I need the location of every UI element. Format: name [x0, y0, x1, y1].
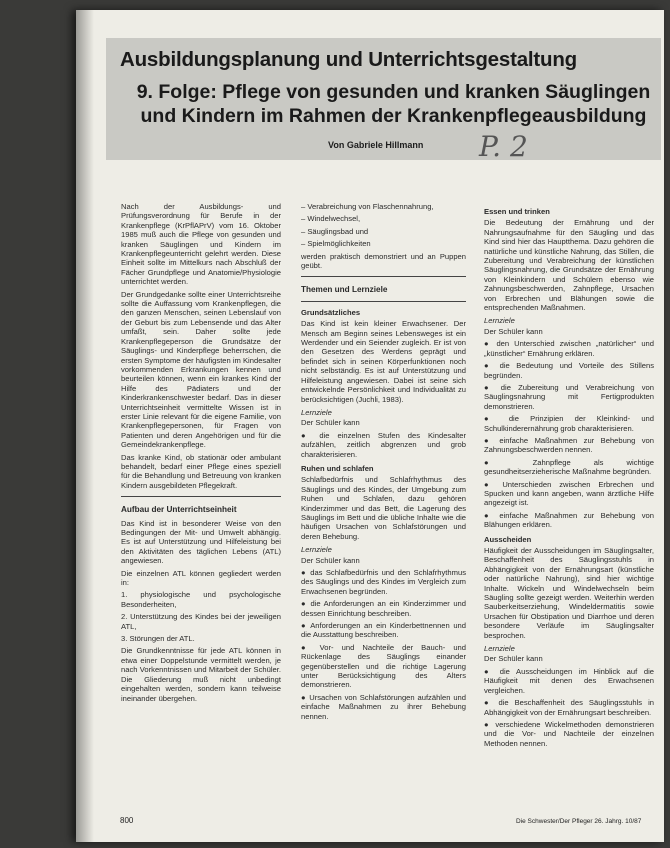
bullet-item: ● den Unterschied zwischen „natürlicher“ und „künstlicher“ Ernährung erklären. [484, 339, 654, 358]
bullet-item: ● die Beschaffenheit des Säuglingsstuhls in Abhängigkeit von der Ernährungsart beschreiben. [484, 698, 654, 717]
column-2 [301, 202, 466, 724]
paragraph: Die Bedeutung der Ernährung und der Nahrungsaufnahme für den Säugling und das Kind sind hier das Hauptthema. Dazu gehören die natürliche und künstliche Nahrung, das Stillen, die Zubereitung und Verabreichung der künstlichen Säuglingsnahrung, die Grundsätze der Ernährung von Kleinkindern und Schülern ebenso wie Zahnungsbeschwerden, Zahnpflege, Ursachen von Erbrechen und Blähungen sowie die entsprechenden Maßnahmen. [484, 218, 654, 313]
paragraph: Der Schüler kann [301, 555, 360, 565]
lernziele-label: Lernziele [301, 545, 332, 555]
list-item: – Säuglingsbad und [301, 226, 369, 236]
intro-paragraph: Nach der Ausbildungs- und Prüfungsverordnung für Berufe in der Krankenpflege (KrPflAPrV) vom 16. Oktober 1985 muß auch die Pflege von gesunden und kranken Säuglingen und Kindern im Krankenpflegeunterricht gelehrt werden. Diese Einheit sollte im Mittelkurs nach Abschluß der Fächer Grundpflege und Anatomie/Physiologie unterrichtet werden. [121, 202, 281, 287]
lernziele-label: Lernziele [484, 644, 515, 654]
article-title: 9. Folge: Pflege von gesunden und kranken Säuglingen und Kindern im Rahmen der Krankenpflegeausbildung [136, 81, 651, 127]
bullet-item: ● verschiedene Wickelmethoden demonstrieren und die Vor- und Nachteile der einzelnen Methoden nennen. [484, 719, 654, 748]
bullet-item: ● die Prinzipien der Kleinkind- und Schulkinderernährung grob charakterisieren. [484, 414, 654, 433]
bullet-item: ● einfache Maßnahmen zur Behebung von Zahnungsbeschwerden nennen. [484, 435, 654, 455]
list-item: 3. Störungen der ATL. [121, 634, 195, 644]
list-item: 2. Unterstützung des Kindes bei der jeweiligen ATL, [121, 612, 281, 631]
paragraph: Die Grundkenntnisse für jede ATL können in etwa einer Doppelstunde vermittelt werden, je nach Vorkenntnissen und Mitarbeit der Schüler. Die Gliederung muß nicht unbedingt eingehalten werden, sondern kann teilweise ineinander übergehen. [121, 646, 281, 703]
list-item: 1. physiologische und psychologische Besonderheiten, [121, 590, 281, 609]
divider [121, 496, 281, 497]
section-heading: Aufbau der Unterrichtseinheit [121, 505, 237, 515]
paragraph: Der Schüler kann [301, 418, 360, 428]
bullet-item: ● Anforderungen an ein Kinderbettnennen und die Ausstattung beschreiben. [301, 621, 466, 640]
list-item: – Spielmöglichkeiten [301, 239, 371, 249]
paragraph: Das Kind ist in besonderer Weise von den Bedingungen der Mit- und Umwelt abhängig. Es ist auf Unterstützung und Hilfeleistung bei den Aktivitäten des täglichen Lebens (ATL) angewiesen. [121, 518, 281, 566]
lernziele-label: Lernziele [484, 316, 515, 326]
journal-footer: Die Schwester/Der Pfleger 26. Jahrg. 10/87 [516, 818, 642, 825]
bullet-item: ● die Bedeutung und Vorteile des Stillens begründen. [484, 361, 654, 380]
list-item: – Verabreichung von Flaschennahrung, [301, 202, 434, 211]
paragraph: Die einzelnen ATL können gegliedert werden in: [121, 568, 281, 588]
bullet-item: ● einfache Maßnahmen zur Behebung von Blähungen erklären. [484, 510, 654, 530]
page-number: 800 [120, 816, 134, 825]
paragraph: Das Kind ist kein kleiner Erwachsener. Der Mensch am Beginn seines Lebensweges ist ein Werdender und ein Seiender zugleich. Er ist von den Gesetzen des Werdens geprägt und befindet sich in seinen Körperfunktionen noch nicht selbständig. Es ist auf Unterstützung und Hilfeleistung angewiesen. Dabei ist seine sich entwickelnde Persönlichkeit und Individualität zu berücksichtigen (Juchli, 1983). [301, 319, 466, 404]
bullet-item: ● das Schlafbedürfnis und den Schlafrhythmus des Säuglings und des Kindes im Vergleich zum Erwachsenen begründen. [301, 568, 466, 596]
bullet-item: ● die Zubereitung und Verabreichung von Säuglingsnahrung mit Fertigprodukten demonstrieren. [484, 382, 654, 411]
document-page [76, 10, 664, 842]
bullet-item: ● Ursachen von Schlafstörungen aufzählen und einfache Maßnahmen zu ihrer Behebung nennen. [301, 692, 466, 721]
column-3 [484, 202, 654, 751]
bullet-item: ● Zahnpflege als wichtige gesundheitserzieherische Maßnahme begründen. [484, 457, 654, 477]
paragraph: Häufigkeit der Ausscheidungen im Säuglingsalter, Beschaffenheit des Säuglingsstuhls in Abhängigkeit von der Ernährungsart (künstliche oder natürliche Nahrung), sind hier wichtige Inhalte. Wickeln und Windelwechseln beim Säugling sollte gezeigt werden. Weiterhin werden Sauberkeitserziehung, Windeldermatitis sowie Ursachen für Obstipation und Diarrhoe und deren besondere Verläufe im Säuglingsalter besprochen. [484, 546, 654, 640]
column-1 [121, 202, 281, 706]
series-title: Ausbildungsplanung und Unterrichtsgestaltung [120, 48, 577, 71]
paragraph: Das kranke Kind, ob stationär oder ambulant behandelt, bedarf einer Pflege eines speziell für die Behandlung und Betreuung von kranken Kindern ausgebildeten Pflegekraft. [121, 452, 281, 490]
divider [301, 301, 466, 302]
paragraph: werden praktisch demonstriert und an Puppen geübt. [301, 251, 466, 271]
handwritten-note: P. 2 [479, 130, 528, 163]
bullet-item: ● die einzelnen Stufen des Kindesalter aufzählen, zeitlich abgrenzen und grob charakterisieren. [301, 430, 466, 459]
bullet-item: ● die Ausscheidungen im Hinblick auf die Häufigkeit mit denen des Erwachsenen vergleichen. [484, 666, 654, 695]
paragraph: Der Grundgedanke sollte einer Unterrichtsreihe sollte die Auffassung vom Krankenpflegen, die den ganzen Menschen, seinen Lebenslauf von der Geburt bis zum Lebensende und das Alter umfaßt, sein. Daher sollte jede Krankenpflegeperson die Grundsätze der Säuglings- und Kinderpflege beherrschen, die ersten Symptome der häufigsten im Kindesalter vorkommenden Erkrankungen kennen und beurteilen können, wenn ein krankes Kind der Hilfe des Pädiaters und der Kinderkrankenschwester bedarf. Das in dieser Unterrichtseinheit vermittelte Wissen ist in erster Linie relevant für die eigene Familie, von Krankenpflegepersonen, für Fragen von Patienten und deren Angehörigen und für die Gemeindekrankenpflege. [121, 289, 281, 450]
subsection-heading: Essen und trinken [484, 207, 550, 216]
list-item: – Windelwechsel, [301, 214, 361, 224]
lernziele-label: Lernziele [301, 407, 332, 417]
bullet-item: ● Unterschieden zwischen Erbrechen und Spucken und kann angeben, wann ärztliche Hilfe angezeigt ist. [484, 479, 654, 508]
paragraph: Schlafbedürfnis und Schlafrhythmus des Säuglings und des Kindes, der Umgebung zum Ruhen und Schlafen, dazu gehören Kinderzimmer und das Bett, die Lagerung des Säuglings im Bett und die übliche Inhalte wie die häufigen Ursachen von Schlafstörungen und deren Behebung. [301, 475, 466, 541]
subsection-heading: Grundsätzliches [301, 307, 361, 317]
bullet-item: ● die Anforderungen an ein Kinderzimmer und dessen Einrichtung beschreiben. [301, 599, 466, 618]
divider [301, 276, 466, 277]
author-line: Von Gabriele Hillmann [328, 140, 424, 150]
subsection-heading: Ausscheiden [484, 534, 532, 544]
paragraph: Der Schüler kann [484, 654, 543, 664]
bullet-item: ● Vor- und Nachteile der Bauch- und Rückenlage des Säuglings einander gegenüberstellen und die richtige Lagerung unter Berücksichtigung des Alters demonstrieren. [301, 642, 466, 690]
section-heading: Themen und Lernziele [301, 285, 388, 295]
paragraph: Der Schüler kann [484, 326, 543, 336]
subsection-heading: Ruhen und schlafen [301, 463, 374, 473]
